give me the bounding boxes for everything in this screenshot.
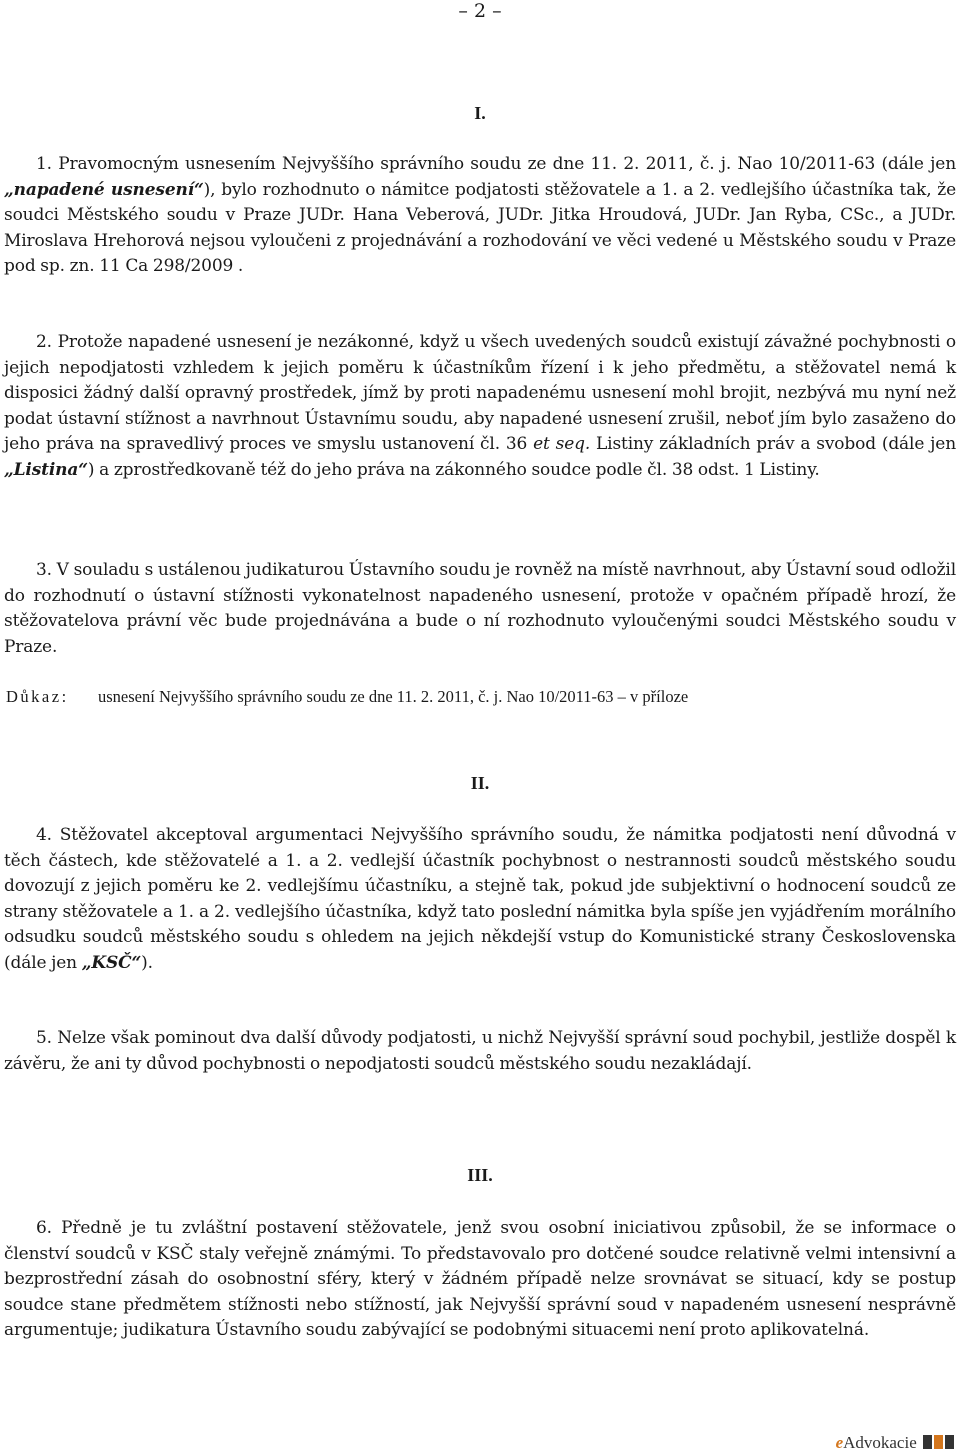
section-heading-1: I. <box>474 103 486 123</box>
section-heading-3: III. <box>467 1165 493 1185</box>
evidence-label: Důkaz: <box>6 687 69 706</box>
logo-blocks-icon <box>921 1434 954 1454</box>
section-heading-2: II. <box>470 773 490 793</box>
evidence-text: usnesení Nejvyššího správního soudu ze dne 11. 2. 2011, č. j. Nao 10/2011-63 – v příloze <box>98 687 689 706</box>
evidence-line <box>6 686 946 708</box>
eadvokacie-logo: eAdvokacie <box>836 1433 954 1454</box>
paragraph-2: 2. Protože napadené usnesení je nezákonné, když u všech uvedených soudců existují závažné pochybnosti o jejich nepodjatosti vzhledem k jejich poměru k účastníkům řízení i k jeho předmětu, a stěžovatel nemá k disposici žádný další opravný prostředek, jímž by proti napadenému usnesení mohl brojit, nezbývá mu nyní než podat ústavní stížnost a navrhnout Ústavnímu soudu, aby napadené usnesení zrušil, neboť jím bylo zasaženo do jeho práva na spravedlivý proces ve smyslu ustanovení čl. 36 et seq. Listiny základních práv a svobod (dále jen „Listina“) a zprostředkovaně též do jeho práva na zákonného soudce podle čl. 38 odst. 1 Listiny. <box>4 332 956 480</box>
paragraph-1: 1. Pravomocným usnesením Nejvyššího správního soudu ze dne 11. 2. 2011, č. j. Nao 10/2011-63 (dále jen „napadené usnesení“), bylo rozhodnuto o námitce podjatosti stěžovatele a 1. a 2. vedlejšího účastníka tak, že soudci Městského soudu v Praze JUDr. Hana Veberová, JUDr. Jitka Hroudová, JUDr. Jan Ryba, CSc., a JUDr. Miroslava Hrehorová nejsou vyloučeni z projednávání a rozhodování ve věci vedené u Městského soudu v Praze pod sp. zn. 11 Ca 298/2009 . <box>4 154 956 276</box>
paragraph-3: 3. V souladu s ustálenou judikaturou Ústavního soudu je rovněž na místě navrhnout, aby Ústavní soud odložil do rozhodnutí o ústavní stížnosti vykonatelnost napadeného usnesení, protože v opačném případě hrozí, že stěžovatelova právní věc bude projednávána a bude o ní rozhodnuto vyloučenými soudci Městského soudu v Praze. <box>4 560 956 657</box>
page-number: – 2 – <box>458 0 502 22</box>
paragraph-5: 5. Nelze však pominout dva další důvody podjatosti, u nichž Nejvyšší správní soud pochybil, jestliže dospěl k závěru, že ani ty důvod pochybnosti o nepodjatosti soudců městského soudu nezakládají. <box>4 1028 956 1074</box>
paragraph-4: 4. Stěžovatel akceptoval argumentaci Nejvyššího správního soudu, že námitka podjatosti není důvodná v těch částech, kde stěžovatelé a 1. a 2. vedlejší účastník pochybnost o nestrannosti soudců městského soudu dovozují z jejich poměru ke 2. vedlejšímu účastníku, a stejně tak, pokud jde subjektivní o hodnocení soudců ze strany stěžovatele a 1. a 2. vedlejšího účastníka, když tato poslední námitka byla spíše jen vyjádřením morálního odsudku soudců městského soudu s ohledem na jejich někdejší vstup do Komunistické strany Československa (dále jen „KSČ“). <box>4 825 956 973</box>
paragraph-6: 6. Předně je tu zvláštní postavení stěžovatele, jenž svou osobní iniciativou způsobil, že se informace o členství soudců v KSČ staly veřejně známými. To představovalo pro dotčené soudce relativně velmi intensivní a bezprostřední zásah do osobnostní sféry, který v žádném případě nelze srovnávat se situací, kdy se postup soudce stane předmětem stížnosti nebo stížností, jak Nejvyšší správní soud v napadeném usnesení nesprávně argumentuje; judikatura Ústavního soudu zabývající se podobnými situacemi není proto aplikovatelná. <box>4 1218 956 1340</box>
